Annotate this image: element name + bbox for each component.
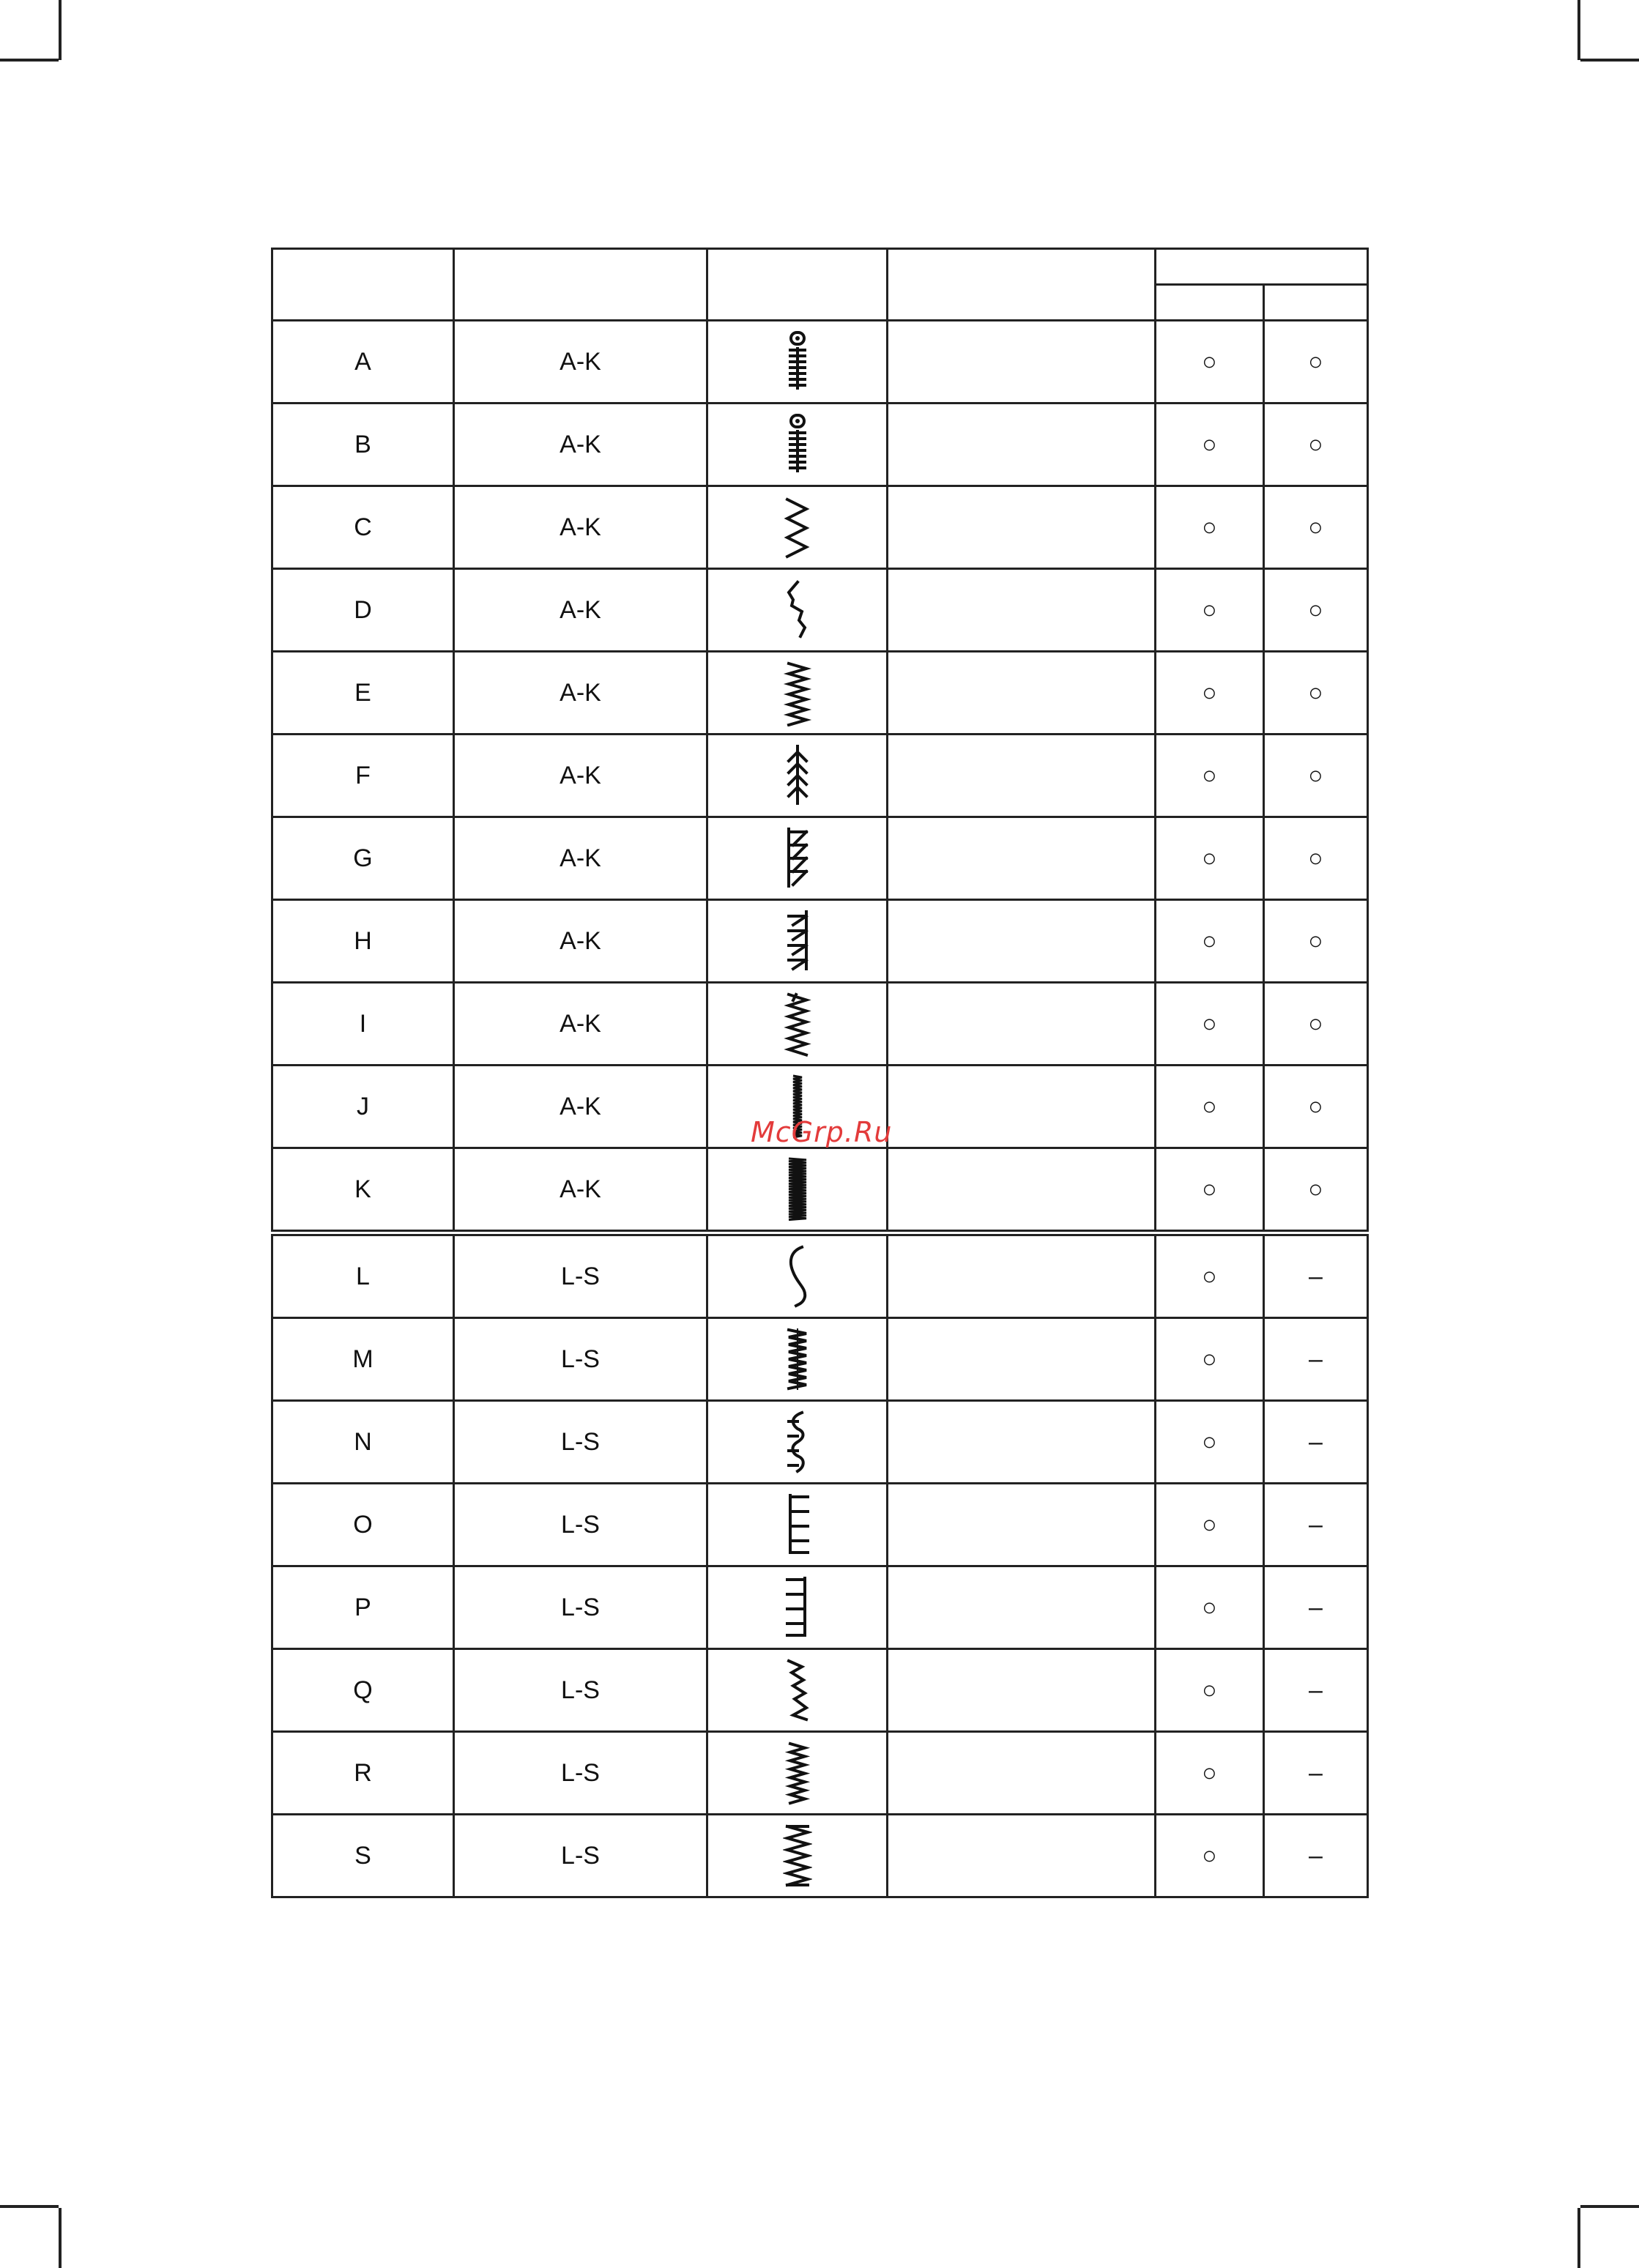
dense-satin-icon xyxy=(783,1156,812,1223)
table-group-l-s xyxy=(272,1233,1368,1897)
blindhem-icon xyxy=(783,576,812,644)
comb-right-icon xyxy=(783,1574,812,1641)
double-zigzag-icon xyxy=(783,1822,812,1889)
description-cell xyxy=(888,321,1156,404)
description-cell xyxy=(888,1732,1156,1815)
pattern-range-cell: L-S xyxy=(454,1566,707,1649)
pattern-range-cell: L-S xyxy=(454,1233,707,1318)
mark-cell: ○ xyxy=(1156,321,1264,404)
mark-cell: ○ xyxy=(1264,569,1368,652)
table-row xyxy=(272,1233,1368,1318)
table-row xyxy=(272,1566,1368,1649)
description-cell xyxy=(888,1649,1156,1732)
table-row xyxy=(272,1401,1368,1484)
bartonhole-icon xyxy=(783,328,812,395)
stitch-symbol-cell xyxy=(707,1401,888,1484)
table-row xyxy=(272,1732,1368,1815)
pattern-range-cell: A-K xyxy=(454,569,707,652)
crop-mark xyxy=(59,0,62,60)
pattern-letter-cell: K xyxy=(272,1148,454,1233)
pattern-letter-cell: D xyxy=(272,569,454,652)
pattern-letter-cell: Q xyxy=(272,1649,454,1732)
stitch-table xyxy=(271,248,1369,1898)
description-cell xyxy=(888,983,1156,1066)
mark-cell: ○ xyxy=(1156,486,1264,569)
mark-cell: – xyxy=(1264,1649,1368,1732)
pattern-letter-cell: L xyxy=(272,1233,454,1318)
stitch-symbol-cell xyxy=(707,735,888,817)
step-zigzag-icon xyxy=(783,1657,812,1724)
stitch-symbol-cell xyxy=(707,1318,888,1401)
overlock-icon xyxy=(783,825,812,892)
description-cell xyxy=(888,652,1156,735)
pattern-letter-cell: G xyxy=(272,817,454,900)
pattern-letter-cell: S xyxy=(272,1815,454,1897)
pattern-letter-cell: I xyxy=(272,983,454,1066)
mark-cell: ○ xyxy=(1156,404,1264,486)
mark-cell: ○ xyxy=(1156,1484,1264,1566)
zigzag-icon xyxy=(783,494,812,561)
header-cell xyxy=(1264,285,1368,321)
mark-cell: ○ xyxy=(1264,983,1368,1066)
crop-mark xyxy=(1580,59,1639,62)
pattern-letter-cell: P xyxy=(272,1566,454,1649)
pattern-range-cell: A-K xyxy=(454,900,707,983)
table-group-a-k xyxy=(272,321,1368,1233)
description-cell xyxy=(888,900,1156,983)
pattern-range-cell: L-S xyxy=(454,1318,707,1401)
description-cell xyxy=(888,1401,1156,1484)
pattern-letter-cell: R xyxy=(272,1732,454,1815)
pattern-range-cell: A-K xyxy=(454,1148,707,1233)
mark-cell: ○ xyxy=(1264,321,1368,404)
table-row xyxy=(272,1484,1368,1566)
mark-cell: – xyxy=(1264,1732,1368,1815)
description-cell xyxy=(888,1233,1156,1318)
table-row xyxy=(272,735,1368,817)
stitch-symbol-cell xyxy=(707,652,888,735)
pattern-range-cell: A-K xyxy=(454,652,707,735)
description-cell xyxy=(888,486,1156,569)
table-row xyxy=(272,652,1368,735)
mark-cell: ○ xyxy=(1156,1233,1264,1318)
crop-mark xyxy=(1580,2205,1639,2208)
pattern-letter-cell: M xyxy=(272,1318,454,1401)
mark-cell: ○ xyxy=(1156,652,1264,735)
table-header xyxy=(272,249,1368,321)
wave-icon xyxy=(783,1243,812,1310)
pattern-letter-cell: O xyxy=(272,1484,454,1566)
pattern-range-cell: A-K xyxy=(454,983,707,1066)
multi-zigzag-icon xyxy=(783,659,812,726)
table-row xyxy=(272,983,1368,1066)
pattern-letter-cell: F xyxy=(272,735,454,817)
stretch-zigzag-icon xyxy=(783,990,812,1057)
pattern-range-cell: L-S xyxy=(454,1649,707,1732)
mark-cell: ○ xyxy=(1264,486,1368,569)
description-cell xyxy=(888,1484,1156,1566)
description-cell xyxy=(888,1148,1156,1233)
pattern-range-cell: L-S xyxy=(454,1815,707,1897)
stitch-symbol-cell xyxy=(707,404,888,486)
pattern-letter-cell: A xyxy=(272,321,454,404)
pattern-range-cell: A-K xyxy=(454,817,707,900)
stitch-symbol-cell xyxy=(707,1732,888,1815)
stitch-symbol-cell xyxy=(707,486,888,569)
pattern-letter-cell: N xyxy=(272,1401,454,1484)
mark-cell: ○ xyxy=(1264,404,1368,486)
mark-cell: – xyxy=(1264,1233,1368,1318)
pattern-range-cell: A-K xyxy=(454,404,707,486)
mark-cell: ○ xyxy=(1156,1318,1264,1401)
stitch-symbol-cell xyxy=(707,321,888,404)
mark-cell: ○ xyxy=(1156,1732,1264,1815)
description-cell xyxy=(888,1066,1156,1148)
mark-cell: – xyxy=(1264,1318,1368,1401)
description-cell xyxy=(888,569,1156,652)
mark-cell: ○ xyxy=(1156,1815,1264,1897)
stitch-symbol-cell xyxy=(707,1148,888,1233)
mark-cell: ○ xyxy=(1156,817,1264,900)
description-cell xyxy=(888,1566,1156,1649)
mark-cell: ○ xyxy=(1156,983,1264,1066)
table-row xyxy=(272,569,1368,652)
mark-cell: – xyxy=(1264,1401,1368,1484)
stitch-symbol-cell xyxy=(707,569,888,652)
mark-cell: ○ xyxy=(1156,735,1264,817)
crop-mark xyxy=(0,59,59,62)
mark-cell: ○ xyxy=(1156,1401,1264,1484)
pattern-range-cell: A-K xyxy=(454,486,707,569)
description-cell xyxy=(888,404,1156,486)
stitch-symbol-cell xyxy=(707,1815,888,1897)
table-row xyxy=(272,900,1368,983)
table-row xyxy=(272,321,1368,404)
description-cell xyxy=(888,1815,1156,1897)
mark-cell: ○ xyxy=(1264,1066,1368,1148)
mark-cell: ○ xyxy=(1264,900,1368,983)
mark-cell: ○ xyxy=(1156,1066,1264,1148)
comb-left-icon xyxy=(783,1491,812,1558)
stitch-symbol-cell xyxy=(707,900,888,983)
stitch-symbol-cell xyxy=(707,983,888,1066)
description-cell xyxy=(888,817,1156,900)
crop-mark xyxy=(1577,2208,1580,2268)
header-cell xyxy=(1156,249,1368,285)
pattern-range-cell: A-K xyxy=(454,321,707,404)
crop-mark xyxy=(0,2205,59,2208)
crop-mark xyxy=(1577,0,1580,60)
mark-cell: ○ xyxy=(1156,1148,1264,1233)
pattern-letter-cell: J xyxy=(272,1066,454,1148)
buttonhole-icon xyxy=(783,411,812,478)
header-cell xyxy=(888,249,1156,321)
header-cell xyxy=(454,249,707,321)
pattern-range-cell: L-S xyxy=(454,1484,707,1566)
pattern-letter-cell: H xyxy=(272,900,454,983)
pattern-range-cell: L-S xyxy=(454,1401,707,1484)
table-row xyxy=(272,1148,1368,1233)
pattern-range-cell: L-S xyxy=(454,1732,707,1815)
stitch-symbol-cell xyxy=(707,1233,888,1318)
shell-icon xyxy=(783,1408,812,1476)
table-row xyxy=(272,1649,1368,1732)
stitch-symbol-cell xyxy=(707,1566,888,1649)
mark-cell: ○ xyxy=(1156,569,1264,652)
header-cell xyxy=(1156,285,1264,321)
pattern-letter-cell: E xyxy=(272,652,454,735)
description-cell xyxy=(888,735,1156,817)
mark-cell: ○ xyxy=(1264,817,1368,900)
mark-cell: ○ xyxy=(1156,900,1264,983)
stitch-symbol-cell xyxy=(707,1484,888,1566)
watermark: McGrp.Ru xyxy=(751,1116,893,1148)
mark-cell: ○ xyxy=(1264,1148,1368,1233)
header-cell xyxy=(707,249,888,321)
table-row xyxy=(272,1318,1368,1401)
table-row xyxy=(272,817,1368,900)
mark-cell: ○ xyxy=(1264,735,1368,817)
description-cell xyxy=(888,1318,1156,1401)
mark-cell: – xyxy=(1264,1484,1368,1566)
mark-cell: ○ xyxy=(1156,1649,1264,1732)
pattern-letter-cell: C xyxy=(272,486,454,569)
mark-cell: ○ xyxy=(1156,1566,1264,1649)
feather-icon xyxy=(783,742,812,809)
fine-zigzag-icon xyxy=(783,1739,812,1807)
pattern-range-cell: A-K xyxy=(454,735,707,817)
pattern-letter-cell: B xyxy=(272,404,454,486)
mark-cell: – xyxy=(1264,1815,1368,1897)
table-row xyxy=(272,486,1368,569)
crop-mark xyxy=(59,2208,62,2268)
table-row xyxy=(272,404,1368,486)
table-row xyxy=(272,1815,1368,1897)
serpentine-icon xyxy=(783,1326,812,1393)
stitch-symbol-cell xyxy=(707,817,888,900)
stitch-symbol-cell xyxy=(707,1649,888,1732)
overcast-icon xyxy=(783,907,812,975)
header-cell xyxy=(272,249,454,321)
mark-cell: ○ xyxy=(1264,652,1368,735)
mark-cell: – xyxy=(1264,1566,1368,1649)
pattern-range-cell: A-K xyxy=(454,1066,707,1148)
